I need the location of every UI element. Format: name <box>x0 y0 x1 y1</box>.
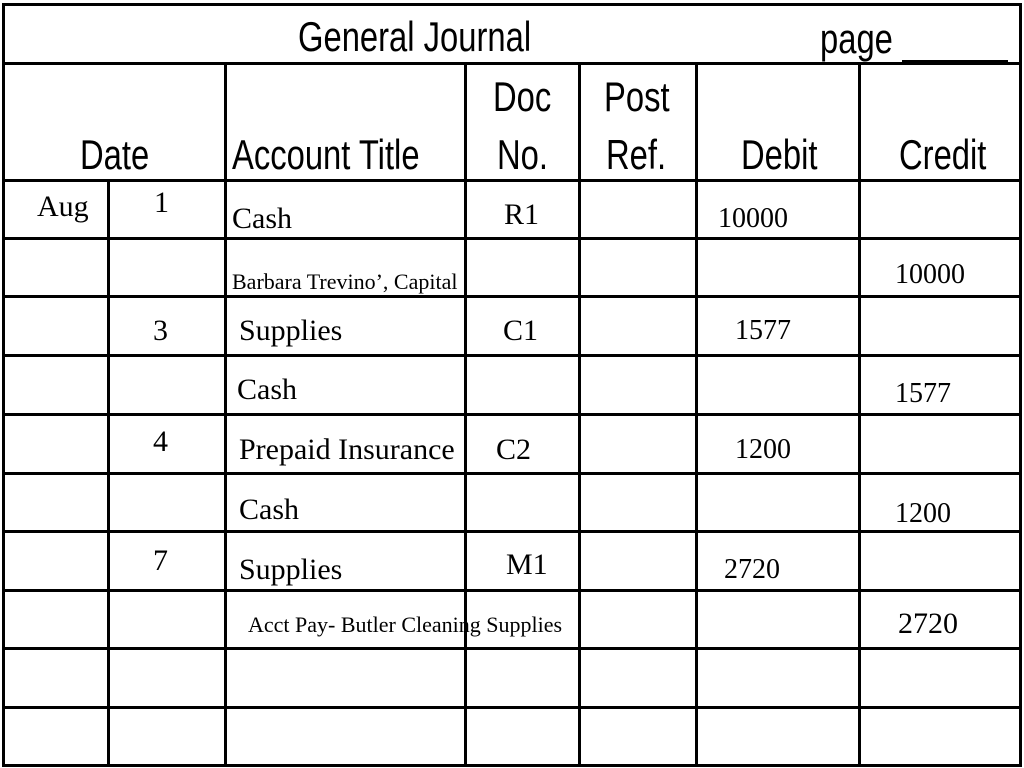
entry-account-title: Cash <box>239 493 299 526</box>
column-divider-postref-debit <box>695 62 698 767</box>
entry-credit-amount: 1577 <box>895 378 951 409</box>
doc-no-header-line2: No. <box>497 131 548 178</box>
row-divider <box>2 472 1022 475</box>
account-title-column-header: Account Title <box>232 131 420 178</box>
entry-month: Aug <box>37 190 89 223</box>
entry-doc-no: R1 <box>504 198 540 231</box>
column-divider-month-day <box>107 179 110 767</box>
entry-debit-amount: 1200 <box>735 434 791 465</box>
debit-column-header: Debit <box>741 131 818 178</box>
entry-debit-amount: 2720 <box>724 554 780 585</box>
entry-account-title: Prepaid Insurance <box>239 433 455 466</box>
credit-column-header: Credit <box>899 131 987 178</box>
table-border-right <box>1019 3 1022 767</box>
entry-day: 7 <box>153 544 168 577</box>
header-row-divider <box>2 179 1022 182</box>
entry-credit-amount: 10000 <box>895 259 965 290</box>
column-divider-date-account <box>224 62 227 767</box>
row-divider <box>2 413 1022 416</box>
doc-no-header-line1: Doc <box>493 73 552 120</box>
date-column-header: Date <box>80 131 150 178</box>
entry-credit-amount: 1200 <box>895 498 951 529</box>
entry-account-title: Cash <box>237 373 297 406</box>
post-ref-header-line2: Ref. <box>606 131 667 178</box>
table-border-top <box>2 3 1022 6</box>
column-divider-doc-postref <box>578 62 581 767</box>
entry-doc-no: M1 <box>506 548 548 581</box>
page-title: General Journal <box>298 13 532 60</box>
row-divider <box>2 647 1022 650</box>
row-divider <box>2 706 1022 709</box>
entry-account-title: Acct Pay- Butler Cleaning Supplies <box>248 612 563 637</box>
entry-account-title: Supplies <box>239 553 343 586</box>
page-number-label: page <box>820 15 893 62</box>
row-divider <box>2 589 1022 592</box>
row-divider <box>2 295 1022 298</box>
entry-account-title: Barbara Trevino’, Capital <box>232 269 458 294</box>
post-ref-header-line1: Post <box>604 73 670 120</box>
entry-credit-amount: 2720 <box>898 607 958 640</box>
table-border-left <box>2 3 5 767</box>
entry-doc-no: C2 <box>496 433 532 466</box>
page-number-blank <box>902 60 1008 62</box>
entry-account-title: Cash <box>232 202 292 235</box>
entry-debit-amount: 1577 <box>735 315 791 346</box>
title-row-divider <box>2 62 1022 65</box>
entry-doc-no: C1 <box>503 314 539 347</box>
entry-day: 4 <box>153 425 168 458</box>
row-divider <box>2 530 1022 533</box>
column-divider-account-doc <box>464 62 467 767</box>
entry-account-title: Supplies <box>239 314 343 347</box>
row-divider <box>2 237 1022 240</box>
entry-day: 1 <box>154 186 169 219</box>
table-border-bottom <box>2 764 1022 767</box>
row-divider <box>2 354 1022 357</box>
column-divider-debit-credit <box>858 62 861 767</box>
entry-day: 3 <box>153 314 168 347</box>
entry-debit-amount: 10000 <box>718 203 788 234</box>
